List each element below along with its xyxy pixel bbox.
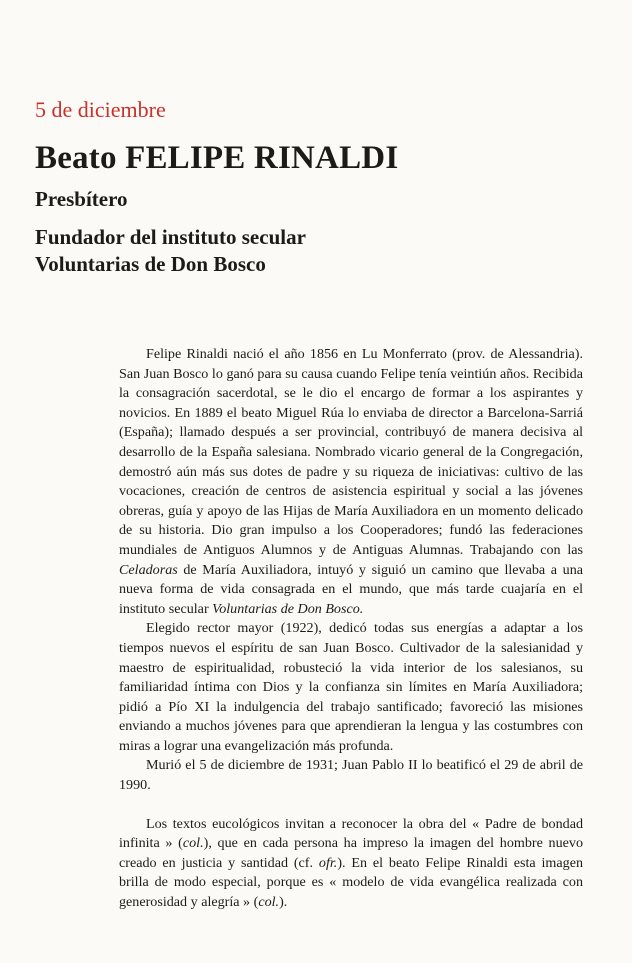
italic-term: Celadoras <box>119 561 178 578</box>
paragraph-text: ). <box>279 894 288 911</box>
subtitle: Presbítero <box>35 187 128 211</box>
italic-term: Voluntarias de Don Bosco. <box>212 600 364 617</box>
founder-line-2: Voluntarias de Don Bosco <box>35 252 266 276</box>
founder-heading <box>35 224 306 278</box>
italic-term: col. <box>258 894 280 911</box>
body-text <box>119 345 583 913</box>
paragraph-text: Felipe Rinaldi nació el año 1856 en Lu Monferrato (prov. de Alessandria). San Juan Bosco lo ganó para su causa cuando Felipe tenía veintiún años. Recibida la consagración sacerdotal, se le dio el encargo de formar a los aspirantes y novicios. En 1889 el beato Miguel Rúa lo enviaba de director a Barcelona-Sarriá (España); llamado después a ser provincial, contribuyó de manera decisiva al desarrollo de la España salesiana. Nombrado vicario general de la Congregación, demostró aún más sus dotes de padre y su riqueza de iniciativas: cultivo de las vocaciones, creación de centros de asistencia espiritual y social a las jóvenes obreras, guía y apoyo de las Hijas de María Auxiliadora en un momento delicado de su historia. Dio gran impulso a los Cooperadores; fundó las federaciones mundiales de Antiguos Alumnos y de Antiguas Alumnas. Trabajando con las <box>119 346 583 558</box>
feast-date: 5 de diciembre <box>35 97 166 122</box>
paragraph-text: ), que en cada persona ha impreso la imagen del hombre nuevo creado en justicia y santidad (cf. <box>119 835 583 871</box>
paragraph-death: Murió el 5 de diciembre de 1931; Juan Pablo II lo beatificó el 29 de abril de 1990. <box>119 757 583 794</box>
founder-line-1: Fundador del instituto secular <box>35 225 306 249</box>
page-title: Beato FELIPE RINALDI <box>35 140 399 176</box>
paragraph-rector: Elegido rector mayor (1922), dedicó todas sus energías a adaptar a los tiempos nuevos el espíritu de san Juan Bosco. Cultivador de la salesianidad y maestro de espiritualidad, robusteció la vida interior de los salesianos, su familiaridad íntima con Dios y la confianza sin límites en María Auxiliadora; pidió a Pío XI la indulgencia del trabajo santificado; favoreció las misiones enviando a muchos jóvenes para que aprendieran la lengua y las costumbres con miras a lograr una evangelización más profunda. <box>119 620 583 754</box>
paragraph-liturgy <box>119 815 583 913</box>
paragraph-text: ). En el beato Felipe Rinaldi esta imagen brilla de modo especial, porque es « modelo de vida evangélica realizada con generosidad y alegría » ( <box>119 854 583 911</box>
paragraph-text: Los textos eucológicos invitan a reconocer la obra del « Padre de bondad infinita » ( <box>119 815 583 852</box>
italic-term: col. <box>182 835 204 852</box>
paragraph-biography <box>119 345 583 619</box>
italic-term: ofr. <box>318 854 338 871</box>
paragraph-text: de María Auxiliadora, intuyó y siguió un camino que llevaba a una nueva forma de vida consagrada en el mundo, que más tarde cuajaría en el instituto secular <box>119 561 583 617</box>
